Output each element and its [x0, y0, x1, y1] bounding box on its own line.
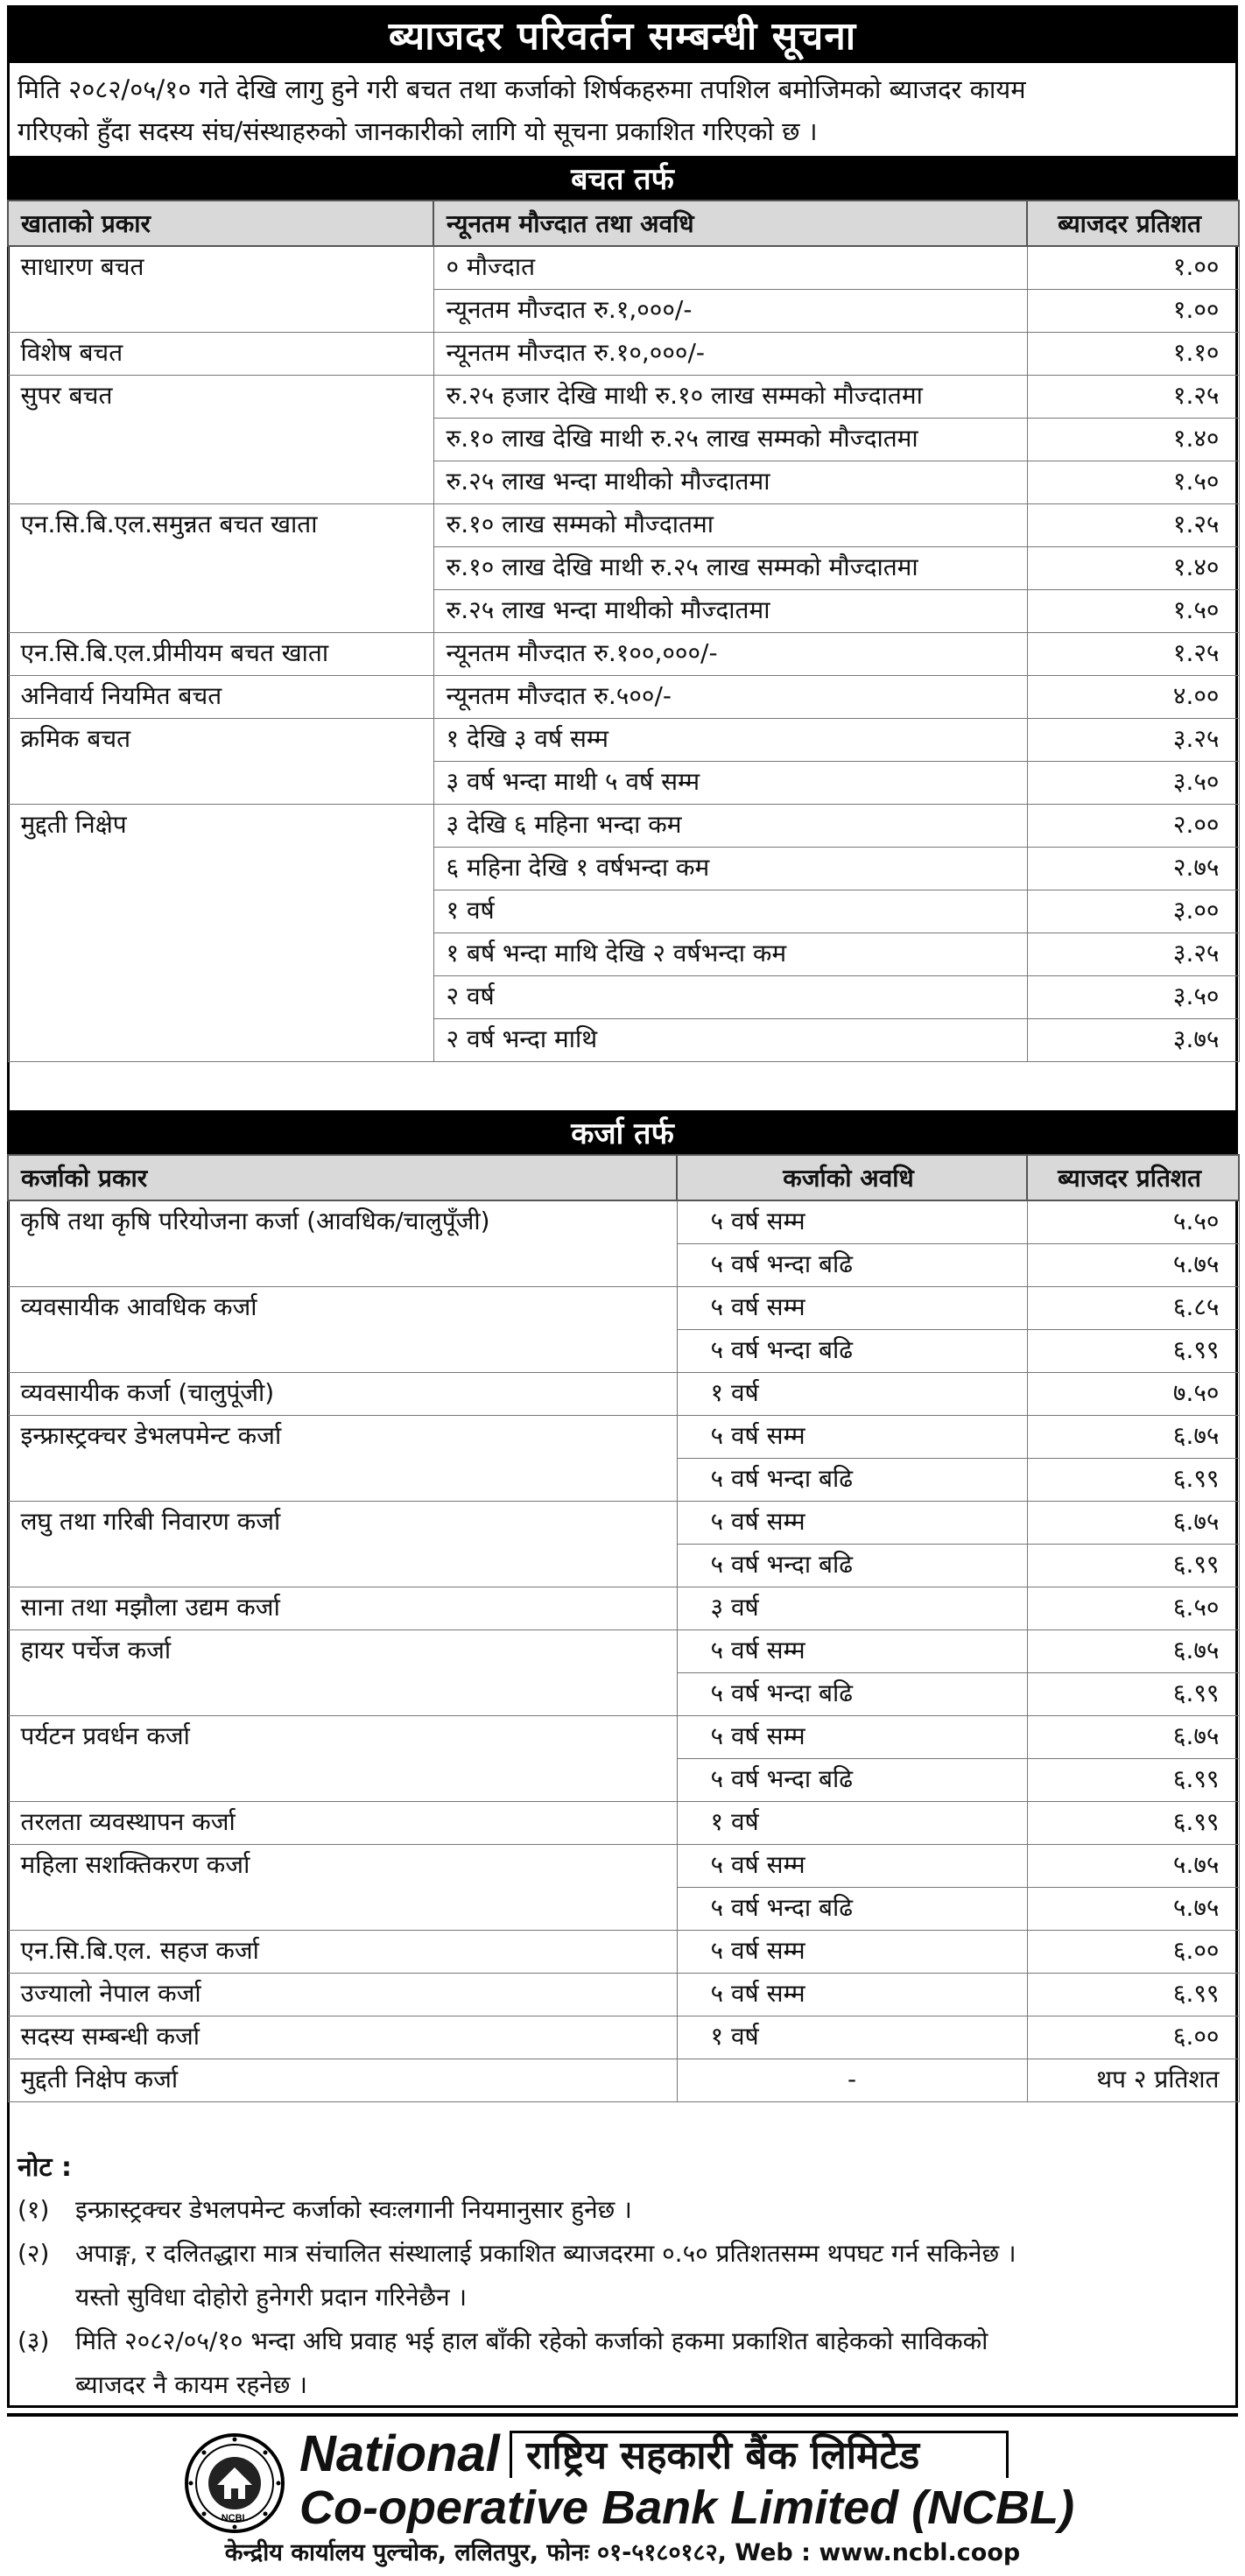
loans-detail-cell: ५ वर्ष भन्दा बढि: [677, 1888, 1027, 1931]
loans-table-row: [8, 2059, 1239, 2102]
loans-rate-cell: ६.७५: [1027, 1716, 1239, 1759]
savings-table-row: [8, 676, 1239, 719]
savings-table-body: [8, 246, 1239, 1062]
loans-rate-cell: ६.९९: [1027, 1545, 1239, 1587]
savings-detail-cell: रु.२५ लाख भन्दा माथीको मौज्दातमा: [433, 590, 1027, 633]
savings-detail-cell: १ बर्ष भन्दा माथि देखि २ वर्षभन्दा कम: [433, 933, 1027, 976]
loans-detail-cell: ५ वर्ष भन्दा बढि: [677, 1244, 1027, 1287]
savings-rate-cell: १.२५: [1027, 633, 1239, 676]
loans-type-cell: कृषि तथा कृषि परियोजना कर्जा (आवधिक/चालुपूँजी): [8, 1200, 677, 1287]
loans-detail-cell: ५ वर्ष भन्दा बढि: [677, 1759, 1027, 1802]
savings-detail-cell: ६ महिना देखि १ वर्षभन्दा कम: [433, 848, 1027, 890]
loans-rate-cell: ६.९९: [1027, 1459, 1239, 1502]
loans-rate-cell: ६.९९: [1027, 1802, 1239, 1845]
savings-type-cell: विशेष बचत: [8, 333, 433, 376]
savings-rate-cell: ३.७५: [1027, 1019, 1239, 1062]
loans-detail-cell: १ वर्ष: [677, 1373, 1027, 1416]
loans-rate-cell: ६.००: [1027, 1931, 1239, 1974]
loans-type-cell: व्यवसायीक आवधिक कर्जा: [8, 1287, 677, 1373]
savings-section-heading: बचत तर्फ: [7, 156, 1238, 200]
savings-detail-cell: २ वर्ष: [433, 976, 1027, 1019]
loans-type-cell: पर्यटन प्रवर्धन कर्जा: [8, 1716, 677, 1802]
savings-rate-cell: १.२५: [1027, 376, 1239, 419]
loans-detail-cell: ५ वर्ष सम्म: [677, 1416, 1027, 1459]
savings-table-row: [8, 633, 1239, 676]
savings-type-cell: मुद्दती निक्षेप: [8, 805, 433, 1062]
savings-detail-cell: १ वर्ष: [433, 890, 1027, 933]
savings-rate-cell: १.५०: [1027, 461, 1239, 504]
loans-table-row: [8, 1502, 1239, 1545]
ncbl-logo-icon: [184, 2432, 285, 2534]
note-text: [75, 2232, 1226, 2319]
savings-rate-cell: १.१०: [1027, 333, 1239, 376]
loans-detail-cell: ५ वर्ष सम्म: [677, 1931, 1027, 1974]
loans-table-row: [8, 1845, 1239, 1888]
savings-rate-cell: १.४०: [1027, 419, 1239, 461]
savings-rate-cell: ३.५०: [1027, 976, 1239, 1019]
loans-detail-cell: ५ वर्ष सम्म: [677, 1502, 1027, 1545]
savings-detail-cell: न्यूनतम मौज्दात रु.५००/-: [433, 676, 1027, 719]
loans-table: [7, 1154, 1240, 2102]
loans-type-cell: इन्फ्रास्ट्रक्चर डेभलपमेन्ट कर्जा: [8, 1416, 677, 1502]
savings-rate-cell: ३.००: [1027, 890, 1239, 933]
loans-detail-cell: ५ वर्ष सम्म: [677, 1200, 1027, 1244]
loans-detail-cell: ५ वर्ष सम्म: [677, 1974, 1027, 2016]
loans-table-row: [8, 1630, 1239, 1673]
savings-detail-cell: रु.१० लाख सम्मको मौज्दातमा: [433, 504, 1027, 547]
loans-col-type: कर्जाको प्रकार: [8, 1155, 677, 1200]
loans-type-cell: मुद्दती निक्षेप कर्जा: [8, 2059, 677, 2102]
loans-table-row: [8, 1716, 1239, 1759]
loans-type-cell: साना तथा मझौला उद्यम कर्जा: [8, 1587, 677, 1630]
loans-rate-cell: ६.९९: [1027, 1673, 1239, 1716]
note-number: (२): [18, 2239, 50, 2268]
loans-table-row: [8, 1287, 1239, 1330]
savings-detail-cell: न्यूनतम मौज्दात रु.१,०००/-: [433, 290, 1027, 333]
loans-table-row: [8, 1931, 1239, 1974]
loans-detail-cell: -: [677, 2059, 1027, 2102]
loans-table-row: [8, 1416, 1239, 1459]
loans-rate-cell: ६.८५: [1027, 1287, 1239, 1330]
loans-type-cell: तरलता व्यवस्थापन कर्जा: [8, 1802, 677, 1845]
savings-type-cell: एन.सि.बि.एल.प्रीमीयम बचत खाता: [8, 633, 433, 676]
savings-detail-cell: न्यूनतम मौज्दात रु.१००,०००/-: [433, 633, 1027, 676]
notes-section: [18, 2148, 1226, 2407]
loans-section-heading: कर्जा तर्फ: [7, 1110, 1238, 1154]
loans-rate-cell: ५.७५: [1027, 1244, 1239, 1287]
savings-type-cell: सुपर बचत: [8, 376, 433, 504]
savings-type-cell: एन.सि.बि.एल.समुन्नत बचत खाता: [8, 504, 433, 633]
savings-rate-cell: २.७५: [1027, 848, 1239, 890]
loans-table-row: [8, 1587, 1239, 1630]
note-line: इन्फ्रास्ट्रक्चर डेभलपमेन्ट कर्जाको स्वःलगानी नियमानुसार हुनेछ ।: [75, 2195, 632, 2224]
loans-rate-cell: ६.००: [1027, 2016, 1239, 2059]
savings-table: [7, 200, 1240, 1062]
loans-detail-cell: ५ वर्ष सम्म: [677, 1845, 1027, 1888]
footer-divider: [7, 2413, 1238, 2417]
savings-table-row: [8, 333, 1239, 376]
note-item: [18, 2232, 1226, 2319]
loans-col-rate: ब्याजदर प्रतिशत: [1027, 1155, 1239, 1200]
loans-detail-cell: ५ वर्ष भन्दा बढि: [677, 1330, 1027, 1373]
loans-rate-cell: ६.९९: [1027, 1330, 1239, 1373]
intro-line-1: मिति २०८२/०५/१० गते देखि लागु हुने गरी बचत तथा कर्जाको शिर्षकहरुमा तपशिल बमोजिमको ब्याजदर कायम: [18, 74, 1026, 104]
savings-rate-cell: ४.००: [1027, 676, 1239, 719]
savings-detail-cell: ० मौज्दात: [433, 246, 1027, 290]
loans-table-row: [8, 2016, 1239, 2059]
loans-rate-cell: ६.७५: [1027, 1416, 1239, 1459]
loans-detail-cell: १ वर्ष: [677, 2016, 1027, 2059]
brand-english-line-2: Co-operative Bank Limited (NCBL): [299, 2481, 1075, 2534]
loans-rate-cell: ५.७५: [1027, 1888, 1239, 1931]
savings-table-row: [8, 376, 1239, 419]
loans-rate-cell: ६.७५: [1027, 1502, 1239, 1545]
savings-detail-cell: ३ देखि ६ महिना भन्दा कम: [433, 805, 1027, 848]
loans-type-cell: सदस्य सम्बन्धी कर्जा: [8, 2016, 677, 2059]
savings-rate-cell: १.००: [1027, 290, 1239, 333]
savings-detail-cell: रु.२५ लाख भन्दा माथीको मौज्दातमा: [433, 461, 1027, 504]
loans-rate-cell: थप २ प्रतिशत: [1027, 2059, 1239, 2102]
loans-table-row: [8, 1802, 1239, 1845]
savings-rate-cell: ३.२५: [1027, 933, 1239, 976]
savings-col-rate: ब्याजदर प्रतिशत: [1027, 201, 1239, 246]
notes-list: [18, 2188, 1226, 2407]
note-line: मिति २०८२/०५/१० भन्दा अघि प्रवाह भई हाल बाँकी रहेको कर्जाको हकमा प्रकाशित बाहेकको साविकको: [75, 2326, 988, 2355]
savings-rate-cell: ३.५०: [1027, 762, 1239, 805]
loans-col-term: कर्जाको अवधि: [677, 1155, 1027, 1200]
savings-detail-cell: न्यूनतम मौज्दात रु.१०,०००/-: [433, 333, 1027, 376]
note-number: (१): [18, 2195, 50, 2224]
savings-rate-cell: १.४०: [1027, 547, 1239, 590]
savings-detail-cell: २ वर्ष भन्दा माथि: [433, 1019, 1027, 1062]
note-line: अपाङ्ग, र दलितद्धारा मात्र संचालित संस्थालाई प्रकाशित ब्याजदरमा ०.५० प्रतिशतसम्म थपघट गर्न सकिनेछ ।: [75, 2239, 1016, 2268]
savings-rate-cell: १.००: [1027, 246, 1239, 290]
savings-detail-cell: ३ वर्ष भन्दा माथी ५ वर्ष सम्म: [433, 762, 1027, 805]
loans-type-cell: एन.सि.बि.एल. सहज कर्जा: [8, 1931, 677, 1974]
savings-detail-cell: रु.२५ हजार देखि माथी रु.१० लाख सम्मको मौज्दातमा: [433, 376, 1027, 419]
loans-rate-cell: ५.५०: [1027, 1200, 1239, 1244]
note-text: [75, 2188, 1226, 2232]
note-number: (३): [18, 2326, 50, 2355]
savings-rate-cell: १.५०: [1027, 590, 1239, 633]
note-item: [18, 2188, 1226, 2232]
intro-line-2: गरिएको हुँदा सदस्य संघ/संस्थाहरुको जानकारीको लागि यो सूचना प्रकाशित गरिएको छ ।: [18, 116, 818, 146]
loans-rate-cell: ६.९९: [1027, 1974, 1239, 2016]
notes-title: नोट :: [18, 2152, 72, 2183]
loans-rate-cell: ६.७५: [1027, 1630, 1239, 1673]
savings-type-cell: अनिवार्य नियमित बचत: [8, 676, 433, 719]
savings-table-row: [8, 504, 1239, 547]
loans-header-row: [8, 1155, 1239, 1200]
loans-detail-cell: १ वर्ष: [677, 1802, 1027, 1845]
note-text: [75, 2319, 1226, 2407]
note-line: ब्याजदर नै कायम रहनेछ ।: [75, 2370, 307, 2399]
savings-table-row: [8, 719, 1239, 762]
savings-col-balance: न्यूनतम मौज्दात तथा अवधि: [433, 201, 1027, 246]
loans-detail-cell: ३ वर्ष: [677, 1587, 1027, 1630]
savings-col-type: खाताको प्रकार: [8, 201, 433, 246]
notice-title: ब्याजदर परिवर्तन सम्बन्धी सूचना: [7, 5, 1238, 63]
logo-text: NCBL: [221, 2513, 249, 2523]
savings-detail-cell: १ देखि ३ वर्ष सम्म: [433, 719, 1027, 762]
loans-rate-cell: ६.५०: [1027, 1587, 1239, 1630]
savings-detail-cell: रु.१० लाख देखि माथी रु.२५ लाख सम्मको मौज्दातमा: [433, 547, 1027, 590]
loans-table-body: [8, 1200, 1239, 2102]
savings-header-row: [8, 201, 1239, 246]
savings-detail-cell: रु.१० लाख देखि माथी रु.२५ लाख सम्मको मौज्दातमा: [433, 419, 1027, 461]
savings-type-cell: साधारण बचत: [8, 246, 433, 333]
savings-type-cell: क्रमिक बचत: [8, 719, 433, 805]
savings-rate-cell: २.००: [1027, 805, 1239, 848]
savings-table-row: [8, 246, 1239, 290]
savings-rate-cell: १.२५: [1027, 504, 1239, 547]
loans-rate-cell: ७.५०: [1027, 1373, 1239, 1416]
loans-detail-cell: ५ वर्ष भन्दा बढि: [677, 1545, 1027, 1587]
office-address: केन्द्रीय कार्यालय पुल्चोक, ललितपुर, फोनः ०१-५१८०१८२, Web : www.ncbl.coop: [224, 2539, 1021, 2566]
loans-type-cell: लघु तथा गरिबी निवारण कर्जा: [8, 1502, 677, 1587]
loans-detail-cell: ५ वर्ष भन्दा बढि: [677, 1459, 1027, 1502]
loans-type-cell: उज्यालो नेपाल कर्जा: [8, 1974, 677, 2016]
loans-table-row: [8, 1974, 1239, 2016]
loans-detail-cell: ५ वर्ष भन्दा बढि: [677, 1673, 1027, 1716]
loans-type-cell: व्यवसायीक कर्जा (चालुपूंजी): [8, 1373, 677, 1416]
loans-type-cell: हायर पर्चेज कर्जा: [8, 1630, 677, 1716]
note-item: [18, 2319, 1226, 2407]
loans-type-cell: महिला सशक्तिकरण कर्जा: [8, 1845, 677, 1931]
loans-detail-cell: ५ वर्ष सम्म: [677, 1630, 1027, 1673]
savings-rate-cell: ३.२५: [1027, 719, 1239, 762]
brand-nepali-name: राष्ट्रिय सहकारी बैंक लिमिटेड: [510, 2431, 1009, 2478]
intro-paragraph: [18, 68, 1226, 152]
loans-rate-cell: ६.९९: [1027, 1759, 1239, 1802]
loans-rate-cell: ५.७५: [1027, 1845, 1239, 1888]
loans-table-row: [8, 1200, 1239, 1244]
savings-table-row: [8, 805, 1239, 848]
brand-english-line-1: National: [299, 2425, 500, 2482]
loans-table-row: [8, 1373, 1239, 1416]
loans-detail-cell: ५ वर्ष सम्म: [677, 1716, 1027, 1759]
note-line: यस्तो सुविधा दोहोरो हुनेगरी प्रदान गरिनेछैन ।: [75, 2283, 468, 2312]
loans-detail-cell: ५ वर्ष सम्म: [677, 1287, 1027, 1330]
